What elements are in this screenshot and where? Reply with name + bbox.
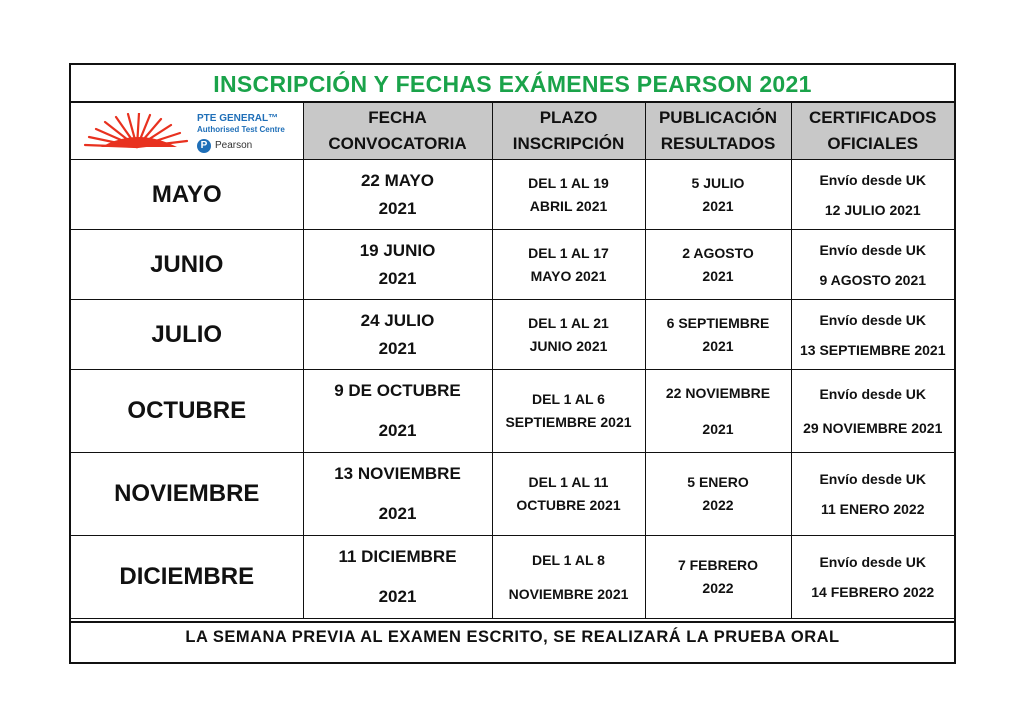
registration-period-cell: DEL 1 AL 8 NOVIEMBRE 2021 — [492, 536, 645, 619]
header-row — [71, 103, 954, 160]
exam-date-cell: 24 JULIO 2021 — [303, 300, 492, 370]
month-cell: JUNIO — [71, 230, 303, 300]
results-date-cell: 5 ENERO 2022 — [645, 453, 791, 536]
page-title: INSCRIPCIÓN Y FECHAS EXÁMENES PEARSON 2021 — [71, 65, 954, 103]
results-date-cell: 2 AGOSTO 2021 — [645, 230, 791, 300]
header-fecha-convocatoria: FECHA CONVOCATORIA — [303, 103, 492, 160]
registration-period-cell: DEL 1 AL 19 ABRIL 2021 — [492, 160, 645, 230]
header-certificados-oficiales: CERTIFICADOS OFICIALES — [791, 103, 954, 160]
table-row — [71, 160, 954, 230]
table-row — [71, 536, 954, 619]
registration-period-cell: DEL 1 AL 6 SEPTIEMBRE 2021 — [492, 370, 645, 453]
schedule-table — [71, 103, 954, 619]
month-cell: OCTUBRE — [71, 370, 303, 453]
registration-period-cell: DEL 1 AL 21 JUNIO 2021 — [492, 300, 645, 370]
exam-date-cell: 19 JUNIO 2021 — [303, 230, 492, 300]
certificate-cell: Envío desde UK 13 SEPTIEMBRE 2021 — [791, 300, 954, 370]
footer-note: LA SEMANA PREVIA AL EXAMEN ESCRITO, SE REALIZARÁ LA PRUEBA ORAL — [71, 621, 954, 662]
certificate-cell: Envío desde UK 11 ENERO 2022 — [791, 453, 954, 536]
pte-pearson-logo — [79, 109, 297, 155]
exam-date-cell: 11 DICIEMBRE 2021 — [303, 536, 492, 619]
registration-period-cell: DEL 1 AL 11 OCTUBRE 2021 — [492, 453, 645, 536]
pearson-label: Pearson — [215, 140, 253, 151]
authorised-centre-label: Authorised Test Centre — [197, 125, 285, 134]
results-date-cell: 7 FEBRERO 2022 — [645, 536, 791, 619]
table-row — [71, 453, 954, 536]
sunburst-icon — [81, 113, 193, 153]
registration-period-cell: DEL 1 AL 17 MAYO 2021 — [492, 230, 645, 300]
month-cell: NOVIEMBRE — [71, 453, 303, 536]
month-cell: DICIEMBRE — [71, 536, 303, 619]
exam-date-cell: 13 NOVIEMBRE 2021 — [303, 453, 492, 536]
results-date-cell: 22 NOVIEMBRE 2021 — [645, 370, 791, 453]
header-publicacion-resultados: PUBLICACIÓN RESULTADOS — [645, 103, 791, 160]
exam-date-cell: 9 DE OCTUBRE 2021 — [303, 370, 492, 453]
exam-date-cell: 22 MAYO 2021 — [303, 160, 492, 230]
exam-schedule-sheet — [69, 63, 956, 664]
table-row — [71, 370, 954, 453]
certificate-cell: Envío desde UK 29 NOVIEMBRE 2021 — [791, 370, 954, 453]
results-date-cell: 5 JULIO 2021 — [645, 160, 791, 230]
header-plazo-inscripcion: PLAZO INSCRIPCIÓN — [492, 103, 645, 160]
table-row — [71, 300, 954, 370]
results-date-cell: 6 SEPTIEMBRE 2021 — [645, 300, 791, 370]
logo-cell — [71, 103, 303, 160]
table-row — [71, 230, 954, 300]
certificate-cell: Envío desde UK 14 FEBRERO 2022 — [791, 536, 954, 619]
month-cell: MAYO — [71, 160, 303, 230]
certificate-cell: Envío desde UK 12 JULIO 2021 — [791, 160, 954, 230]
month-cell: JULIO — [71, 300, 303, 370]
pearson-logo-icon: P — [197, 139, 211, 153]
pte-general-label: PTE GENERAL™ — [197, 113, 279, 124]
certificate-cell: Envío desde UK 9 AGOSTO 2021 — [791, 230, 954, 300]
